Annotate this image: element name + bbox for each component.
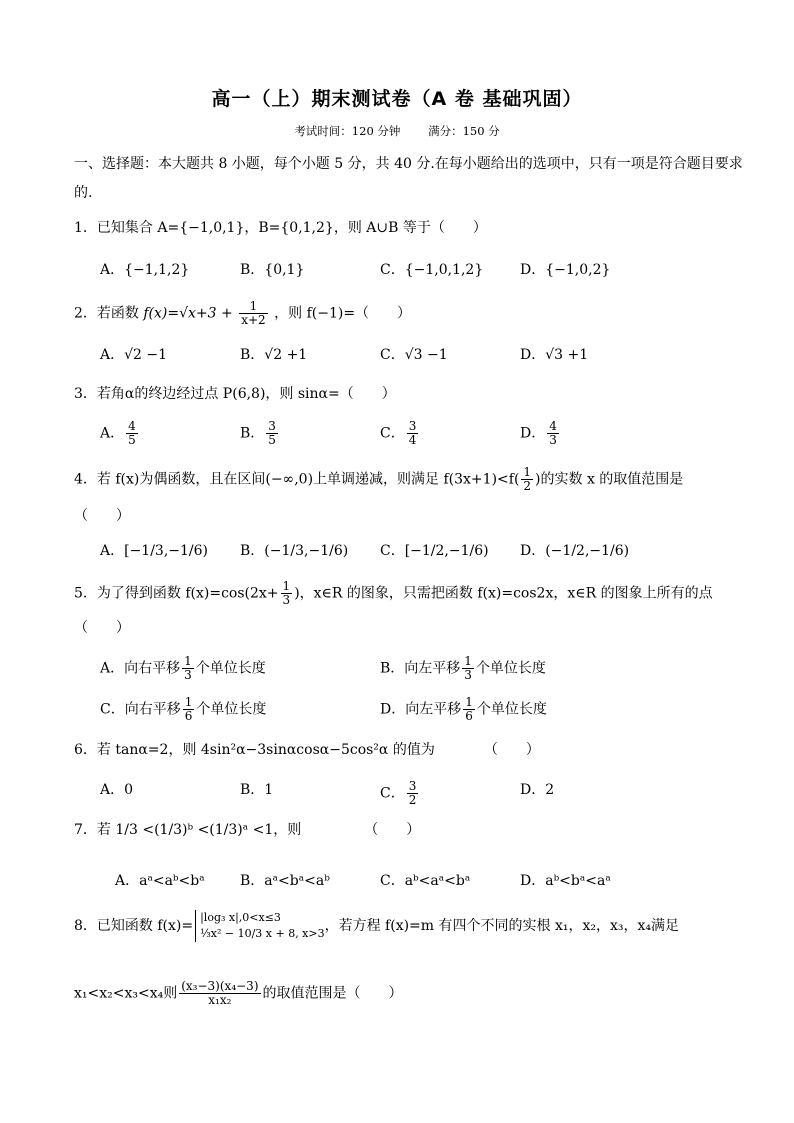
q2-stem: 2．若函数 f(x)=√x+3 + $\frac{1}{x+2}$ ，则 f(−1)=（ ）	[74, 299, 412, 327]
q3-option-d: D． $\frac{4}{3}$	[520, 419, 557, 447]
q7-option-b: B．aᵃ<bᵃ<aᵇ	[240, 873, 330, 889]
q8-piecewise: |log₃ x|,0<x≤3 ⅓x² − 10/3 x + 8, x>3	[195, 910, 325, 942]
q3-option-b: B． $\frac{3}{5}$	[240, 419, 276, 447]
q4-option-d: D．(−1/2,−1/6)	[520, 543, 630, 559]
q5-stem: 5．为了得到函数 f(x)=cos(2x+ $\frac{1}{3}$ )，x∈R 的图象，只需把函数 f(x)=cos2x，x∈R 的图象上所有的点	[74, 579, 713, 607]
q6-option-d: D．2	[520, 782, 555, 798]
q5-option-b: B．向左平移 $\frac{1}{3}$ 个单位长度	[380, 654, 546, 682]
q5-option-c: C．向右平移 $\frac{1}{6}$ 个单位长度	[100, 695, 267, 723]
q2-option-c: C．√3 −1	[380, 347, 448, 363]
q2-option-d: D．√3 +1	[520, 347, 589, 363]
q4-stem: 4．若 f(x)为偶函数，且在区间(−∞,0)上单调递减，则满足 f(3x+1)<f( $\frac{1}{2}$ )的实数 x 的取值范围是	[74, 465, 684, 493]
q6-stem: 6．若 tanα=2，则 4sin²α−3sinαcosα−5cos²α 的值为 （ ）	[74, 742, 540, 758]
q1-option-b: B．{0,1}	[240, 262, 305, 278]
q8-stem: 8．已知函数 f(x)= |log₃ x|,0<x≤3 ⅓x² − 10/3 x + 8, x>3 ，若方程 f(x)=m 有四个不同的实根 x₁，x₂，x₃，x₄满足	[74, 911, 679, 940]
q5-option-a: A．向右平移 $\frac{1}{3}$ 个单位长度	[100, 654, 266, 682]
q5-paren: （ ）	[74, 620, 130, 636]
q3-stem: 3．若角α的终边经过点 P(6,8)，则 sinα=（ ）	[74, 386, 396, 402]
q2-fraction: $\frac{1}{x+2}$	[241, 299, 266, 327]
q7-option-c: C．aᵇ<aᵃ<bᵃ	[380, 873, 471, 889]
page-title: 高一（上）期末测试卷（A 卷 基础巩固）	[211, 88, 583, 110]
q1-option-c: C．{−1,0,1,2}	[380, 262, 484, 278]
q4-option-a: A．[−1/3,−1/6)	[100, 543, 209, 559]
q4-option-b: B．(−1/3,−1/6)	[240, 543, 349, 559]
q6-option-c: C． $\frac{3}{2}$	[380, 779, 417, 807]
exam-meta	[0, 123, 794, 139]
q1-option-a: A．{−1,1,2}	[100, 262, 190, 278]
q7-option-d: D．aᵇ<bᵃ<aᵃ	[520, 873, 611, 889]
q7-stem: 7．若 1/3 <(1/3)ᵇ <(1/3)ᵃ <1，则 （ ）	[74, 822, 421, 838]
q4-option-c: C．[−1/2,−1/6)	[380, 543, 489, 559]
q3-option-a: A． $\frac{4}{5}$	[100, 419, 136, 447]
q2-option-b: B．√2 +1	[240, 347, 308, 363]
q3-option-c: C． $\frac{3}{4}$	[380, 419, 417, 447]
section-heading-line1: 一、选择题：本大题共 8 小题，每个小题 5 分，共 40 分.在每小题给出的选项中，只有一项是符合题目要求	[74, 156, 743, 172]
q4-paren: （ ）	[74, 508, 130, 524]
q6-option-a: A．0	[100, 782, 134, 798]
q1-option-d: D．{−1,0,2}	[520, 262, 611, 278]
q8-stem-line2: x₁<x₂<x₃<x₄则 $\frac{\text{(x₃−3)(x₄−3)}}{\text{x₁x₂}}$ 的取值范围是（ ）	[74, 979, 403, 1007]
q7-option-a: A．aᵃ<aᵇ<bᵃ	[115, 873, 205, 889]
q1-stem: 1．已知集合 A={−1,0,1}，B={0,1,2}，则 A∪B 等于（ ）	[74, 220, 487, 236]
exam-time: 考试时间：120 分钟	[294, 124, 401, 138]
exam-score: 满分：150 分	[428, 124, 500, 138]
q5-option-d: D．向左平移 $\frac{1}{6}$ 个单位长度	[380, 695, 547, 723]
section-heading-line2: 的.	[74, 185, 93, 201]
q6-option-b: B．1	[240, 782, 274, 798]
q2-option-a: A．√2 −1	[100, 347, 168, 363]
